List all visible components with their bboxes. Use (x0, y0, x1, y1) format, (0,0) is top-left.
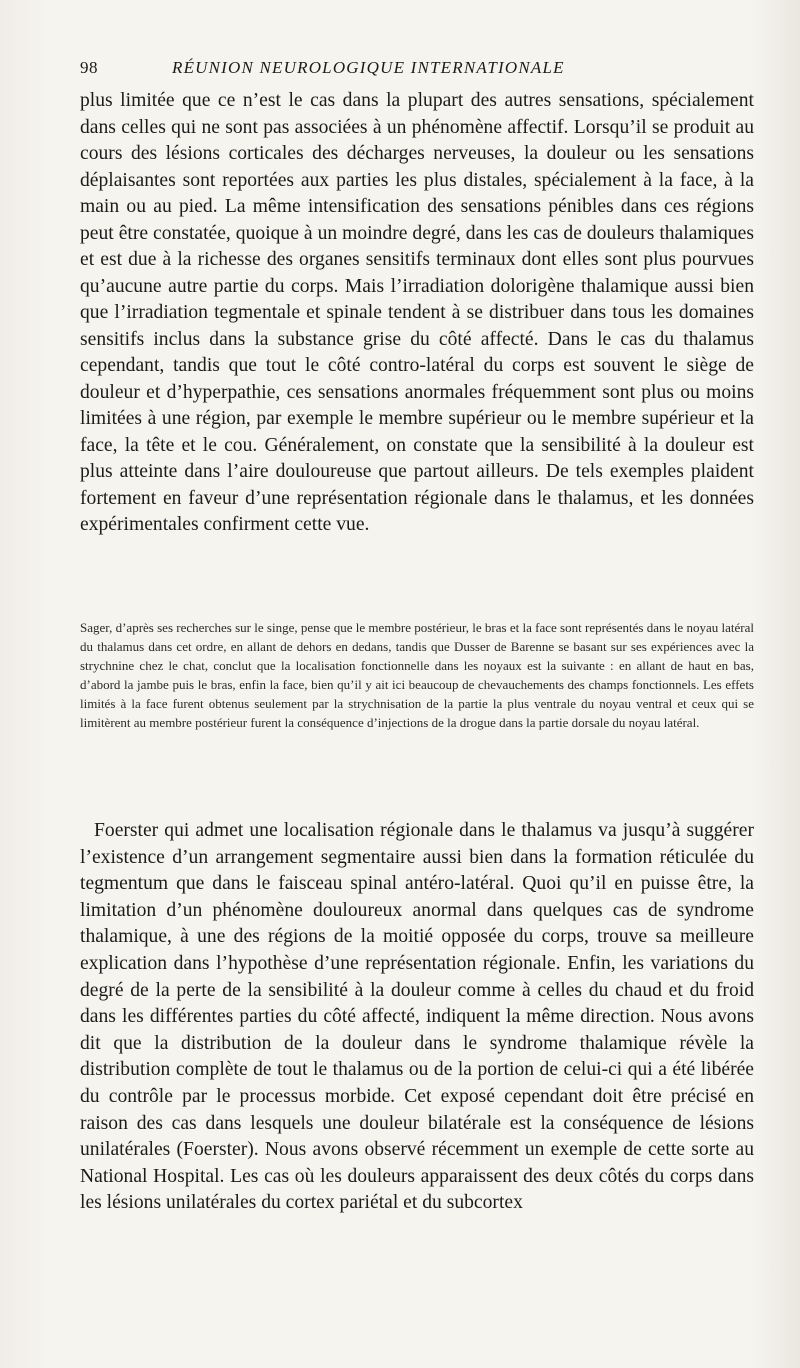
body-paragraph-1: plus limitée que ce n’est le cas dans la plupart des autres sensations, spécialement dans celles qui ne sont pas associées à un phénomène affectif. Lorsqu’il se produit au cours des lésions corticales des décharges nerveuses, la douleur ou les sensations déplaisantes sont reportées aux parties les plus distales, spécialement à la face, à la main ou au pied. La même intensification des sensations pénibles dans ces régions peut être constatée, quoique à un moindre degré, dans les cas de douleurs thalamiques et est due à la richesse des organes sensitifs terminaux dont elles sont plus pourvues qu’aucune autre partie du corps. Mais l’irradiation dolorigène thalamique aussi bien que l’irradiation tegmentale et spinale tendent à se distribuer dans tous les domaines sensitifs inclus dans la substance grise du côté affecté. Dans le cas du thalamus cependant, tandis que tout le côté contro-latéral du corps est souvent le siège de douleur et d’hyperpathie, ces sensations anormales fréquemment sont plus ou moins limitées à une région, par exemple le membre supérieur ou le membre supérieur et la face, la tête et le cou. Généralement, on constate que la sensibilité à la douleur est plus atteinte dans l’aire douloureuse que partout ailleurs. De tels exemples plaident fortement en faveur d’une représentation régionale dans le thalamus, et les données expérimentales confirment cette vue. (80, 90, 754, 535)
footnote-paragraph: Sager, d’après ses recherches sur le singe, pense que le membre postérieur, le bras et la face sont représentés dans le noyau latéral du thalamus dans cet ordre, en allant de dehors en dedans, tandis que Dusser de Barenne se basant sur ses expériences avec la strychnine chez le chat, conclut que la localisation fonctionnelle dans les noyaux est la suivante : en allant de haut en bas, d’abord la jambe puis le bras, enfin la face, bien qu’il y ait ici beaucoup de chevauchements des champs fonctionnels. Les effets limités à la face furent obtenus seulement par la strychnisation de la partie la plus ventrale du noyau ventral et ceux qui se limitèrent au membre postérieur furent la conséquence d’injections de la drogue dans la partie dorsale du noyau latéral. (80, 620, 754, 731)
body-paragraph-2: Foerster qui admet une localisation régionale dans le thalamus va jusqu’à suggérer l’existence d’un arrangement segmentaire aussi bien dans la formation réticulée du tegmentum que dans le faisceau spinal antéro-latéral. Quoi qu’il en puisse être, la limitation d’un phénomène douloureux anormal dans quelques cas de syndrome thalamique, à une des régions de la moitié opposée du corps, trouve sa meilleure explication dans l’hypothèse d’une représentation régionale. Enfin, les variations du degré de la perte de la sensibilité à la douleur comme à celles du chaud et du froid dans les différentes parties du côté affecté, indiquent la même direction. Nous avons dit que la distribution de la douleur dans le syndrome thalamique révèle la distribution complète de tout le thalamus ou de la portion de celui-ci qui a été libérée du contrôle par le processus morbide. Cet exposé cependant doit être précisé en raison des cas dans lesquels une douleur bilatérale est la conséquence de lésions unilatérales (Foerster). Nous avons observé récemment un exemple de cette sorte au National Hospital. Les cas où les douleurs apparaissent des deux côtés du corps dans les lésions unilatérales du cortex pariétal et du subcortex (80, 820, 754, 1214)
page-header (80, 58, 730, 84)
running-title: RÉUNION NEUROLOGIQUE INTERNATIONALE (172, 58, 565, 77)
page-number: 98 (80, 58, 98, 77)
